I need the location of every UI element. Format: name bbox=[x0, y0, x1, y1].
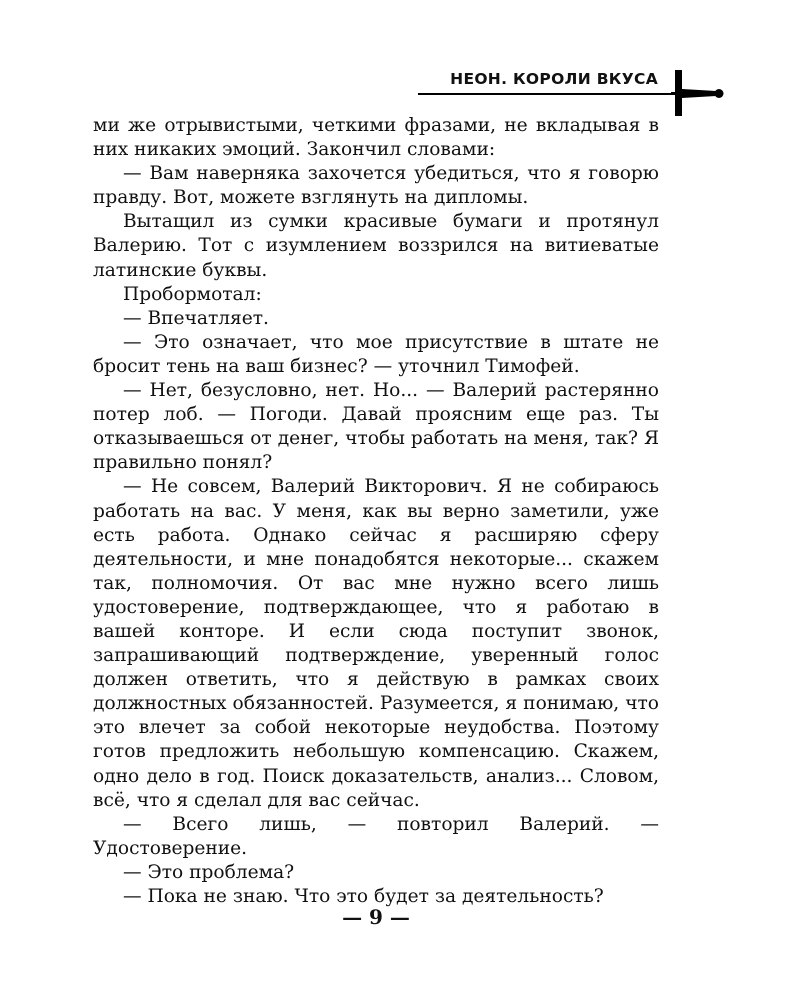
paragraph: ми же отрывистыми, четкими фразами, не вкладывая в них никаких эмоций. Закончил словами: bbox=[93, 115, 659, 161]
body-text bbox=[93, 114, 659, 909]
paragraph: — Вам наверняка захочется убедиться, что я говорю правду. Вот, можете взглянуть на дипломы. bbox=[93, 163, 659, 209]
paragraph: — Впечатляет. bbox=[123, 307, 269, 329]
page-number: — 9 — bbox=[342, 905, 410, 929]
running-header: НЕОН. КОРОЛИ ВКУСА bbox=[450, 70, 658, 88]
paragraph: — Пока не знаю. Что это будет за деятельность? bbox=[123, 886, 604, 907]
paragraph: — Это проблема? bbox=[123, 861, 295, 883]
paragraph: — Всего лишь, — повторил Валерий. — Удостоверение. bbox=[93, 813, 659, 859]
header-rule bbox=[418, 93, 694, 95]
paragraph: — Не совсем, Валерий Викторович. Я не собираюсь работать на вас. У меня, как вы верно заметили, уже есть работа. Однако сейчас я расширяю сферу деятельности, и мне понадобятся некоторые... скажем так, полномочия. От вас мне нужно всего лишь удостоверение, подтверждающее, что я работаю в вашей конторе. И если сюда поступит звонок, запрашивающий подтверждение, уверенный голос должен ответить, что я действую в рамках своих должностных обязанностей. Разумеется, я понимаю, что это влечет за собой некоторые неудобства. Поэтому готов предложить небольшую компенсацию. Скажем, одно дело в год. Поиск доказательств, анализ... Словом, всё, что я сделал для вас сейчас. bbox=[93, 476, 659, 811]
paragraph: — Это означает, что мое присутствие в штате не бросит тень на ваш бизнес? — уточнил Тимофей. bbox=[93, 331, 659, 377]
dagger-ornament-icon bbox=[664, 70, 726, 118]
paragraph: Пробормотал: bbox=[123, 283, 262, 305]
paragraph: — Нет, безусловно, нет. Но... — Валерий растерянно потер лоб. — Погоди. Давай проясним еще раз. Ты отказываешься от денег, чтобы работать на меня, так? Я правильно понял? bbox=[93, 380, 659, 474]
paragraph: Вытащил из сумки красивые бумаги и протянул Валерию. Тот с изумлением воззрился на витиеватые латинские буквы. bbox=[93, 211, 659, 281]
